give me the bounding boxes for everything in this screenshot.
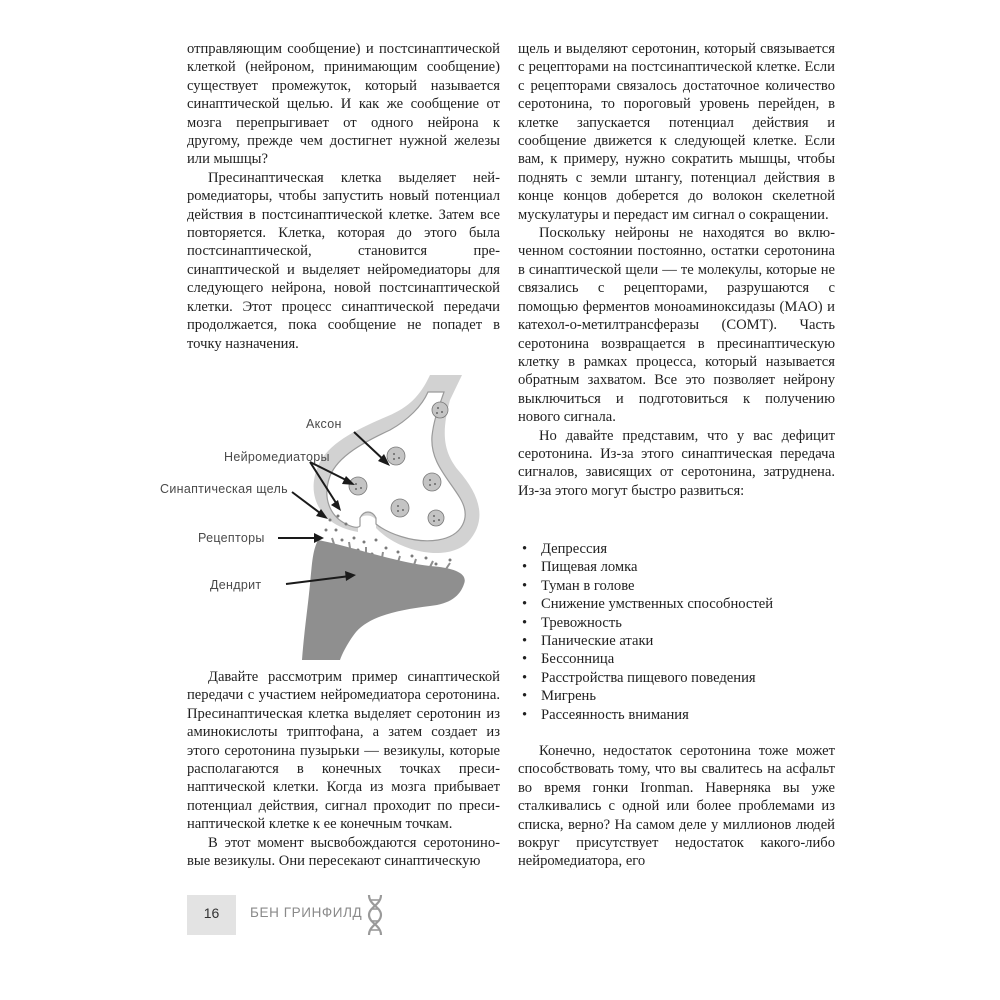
paragraph: Пресинаптическая клетка выделяет нейромедиаторы, чтобы запустить новый потенциал действия в постсинаптической клетке. Затем все повторяется. Клетка, которая до этого была постсинаптической, становится пресинаптической и выделяет нейромедиаторы для следующего нейрона, новой постсинаптической клетки. Этот процесс синаптической передачи продолжается, пока сообщение не попадет в точку назначения. — [187, 169, 500, 352]
paragraph: Давайте рассмотрим пример синаптической передачи с участием нейромедиатора серотонина. Пресинаптическая клетка выделяет серотонин из аминокислоты триптофана, а затем создает из этого серотонина пузырьки — везикулы, которые располагаются в конечных точках пресинаптической клетки. Когда из мозга прибывает потенциал действия, сигнал проходит по пресинаптической клетке к ее конечным точкам. — [187, 669, 500, 833]
list-item: • Мигрень — [522, 687, 835, 705]
list-item: • Депрессия — [522, 540, 835, 558]
right-column-top-text — [518, 40, 835, 500]
symptom-list — [522, 540, 835, 724]
paragraph: отправляющим сообщение) и постсинаптической клеткой (нейроном, принимающим сообщение) существует промежуток, который называется синаптической щелью. И как же сообщение от мозга перепрыгивает от одного нейрона к другому, прежде чем достигнет нужной железы или мышцы? — [187, 41, 500, 168]
label-receptors: Рецепторы — [198, 531, 265, 545]
list-item: • Бессонница — [522, 650, 835, 668]
left-column-top-text — [187, 40, 500, 353]
paragraph: В этот момент высвобождаются серотониновые везикулы. Они пересекают синаптическую — [187, 834, 500, 870]
paragraph: щель и выделяют серотонин, который связывается с рецепторами на постсинаптической клетке. Если с рецепторами связалось достаточное количество серотонина, то пороговый уровень перейден, в клетке запускается потенциал действия и сообщение движется к следующей клетке. Если вам, к примеру, нужно сократить мышцы, чтобы поднять с земли штангу, потенциал действия в конце концов доберется до волокон скелетной мускулатуры и передаст им сигнал о сокращении. — [518, 41, 835, 223]
paragraph: Но давайте представим, что у вас дефицит серотонина. Из-за этого синаптическая передача сигналов, зависящих от серотонина, затруднена. Из-за этого могут быстро развиться: — [518, 427, 835, 499]
list-item: • Панические атаки — [522, 632, 835, 650]
label-neurotransmitters: Нейромедиаторы — [224, 450, 330, 464]
list-item: • Снижение умственных способностей — [522, 595, 835, 613]
label-axon: Аксон — [306, 417, 342, 431]
list-item: • Тревожность — [522, 614, 835, 632]
list-item: • Рассеянность внимания — [522, 706, 835, 724]
right-column-bottom-text — [518, 742, 835, 871]
paragraph: Конечно, недостаток серотонина тоже может способствовать тому, что вы свалитесь на асфальт во время гонки Ironman. Наверняка вы уже сталкивались с одной или более проблемами из списка, верно? На самом деле у миллионов людей вокруг присутствует недостаток какого-либо нейромедиатора, его — [518, 743, 835, 870]
dna-icon — [364, 893, 386, 937]
dendrite-shape — [302, 540, 465, 660]
list-item: • Расстройства пищевого поведения — [522, 669, 835, 687]
label-synaptic-cleft: Синаптическая щель — [160, 482, 288, 496]
list-item: • Пищевая ломка — [522, 558, 835, 576]
list-item: • Туман в голове — [522, 577, 835, 595]
author-name: БЕН ГРИНФИЛД — [250, 905, 363, 920]
left-column-bottom-text — [187, 668, 500, 870]
label-dendrite: Дендрит — [210, 578, 262, 592]
paragraph: Поскольку нейроны не находятся во включенном состоянии постоянно, остатки серотонина в синаптической щели — те молекулы, которые не связались с рецепторами, разрушаются с помощью ферментов моноаминоксидазы (МАО) и катехол-о-метилтрансферазы (COMT). Часть серотонина возвращается в пресинаптическую клетку в рамках процесса, который называется обратным захватом. Все это позволяет нейрону выключиться и подготовиться к получению нового сигнала. — [518, 225, 835, 426]
page-number: 16 — [203, 905, 220, 921]
synapse-diagram — [150, 370, 520, 660]
